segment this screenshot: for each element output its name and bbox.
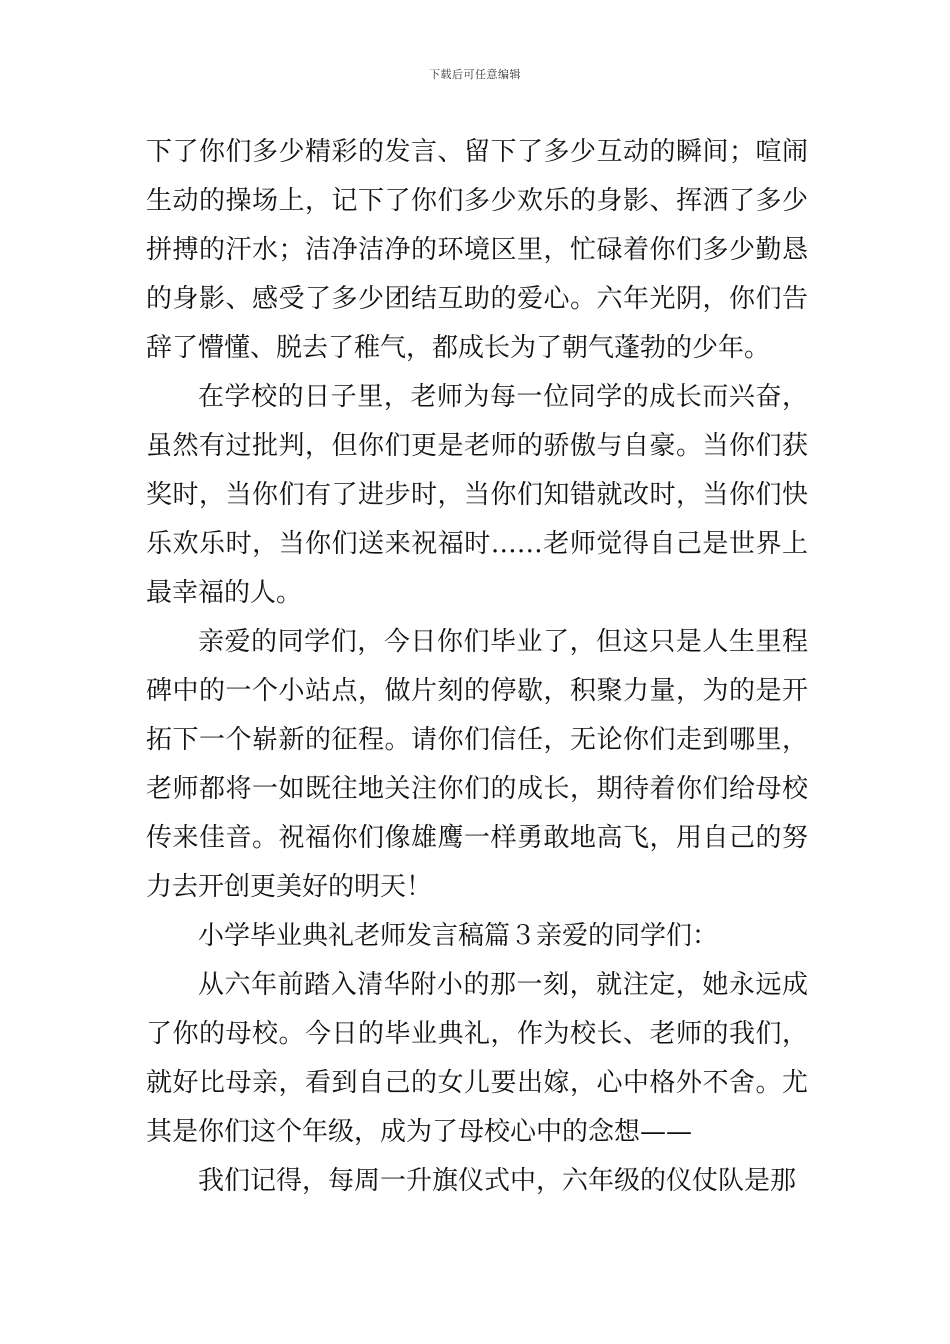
paragraph: 下了你们多少精彩的发言、留下了多少互动的瞬间；喧闹生动的操场上，记下了你们多少欢乐的身影、挥洒了多少拼搏的汗水；洁净洁净的环境区里，忙碌着你们多少勤恳的身影、感受了多少团结互助的爱心。六年光阴，你们告辞了懵懂、脱去了稚气，都成长为了朝气蓬勃的少年。 (146, 137, 808, 363)
paragraph: 我们记得，每周一升旗仪式中，六年级的仪仗队是那 (198, 1166, 797, 1196)
paragraph: 亲爱的同学们，今日你们毕业了，但这只是人生里程碑中的一个小站点，做片刻的停歇，积聚力量，为的是开拓下一个崭新的征程。请你们信任，无论你们走到哪里，老师都将一如既往地关注你们的成长，期待着你们给母校传来佳音。祝福你们像雄鹰一样勇敢地高飞，用自己的努力去开创更美好的明天！ (146, 627, 808, 902)
paragraph: 从六年前踏入清华附小的那一刻，就注定，她永远成了你的母校。今日的毕业典礼，作为校长、老师的我们，就好比母亲，看到自己的女儿要出嫁，心中格外不舍。尤其是你们这个年级，成为了母校心中的念想—— (146, 970, 808, 1147)
paragraph: 在学校的日子里，老师为每一位同学的成长而兴奋，虽然有过批判，但你们更是老师的骄傲与自豪。当你们获奖时，当你们有了进步时，当你们知错就改时，当你们快乐欢乐时，当你们送来祝福时……老师觉得自己是世界上最幸福的人。 (146, 382, 808, 608)
section-heading: 小学毕业典礼老师发言稿篇３亲爱的同学们： (198, 921, 719, 951)
document-body (146, 128, 808, 1206)
header-note: 下载后可任意编辑 (429, 68, 521, 81)
